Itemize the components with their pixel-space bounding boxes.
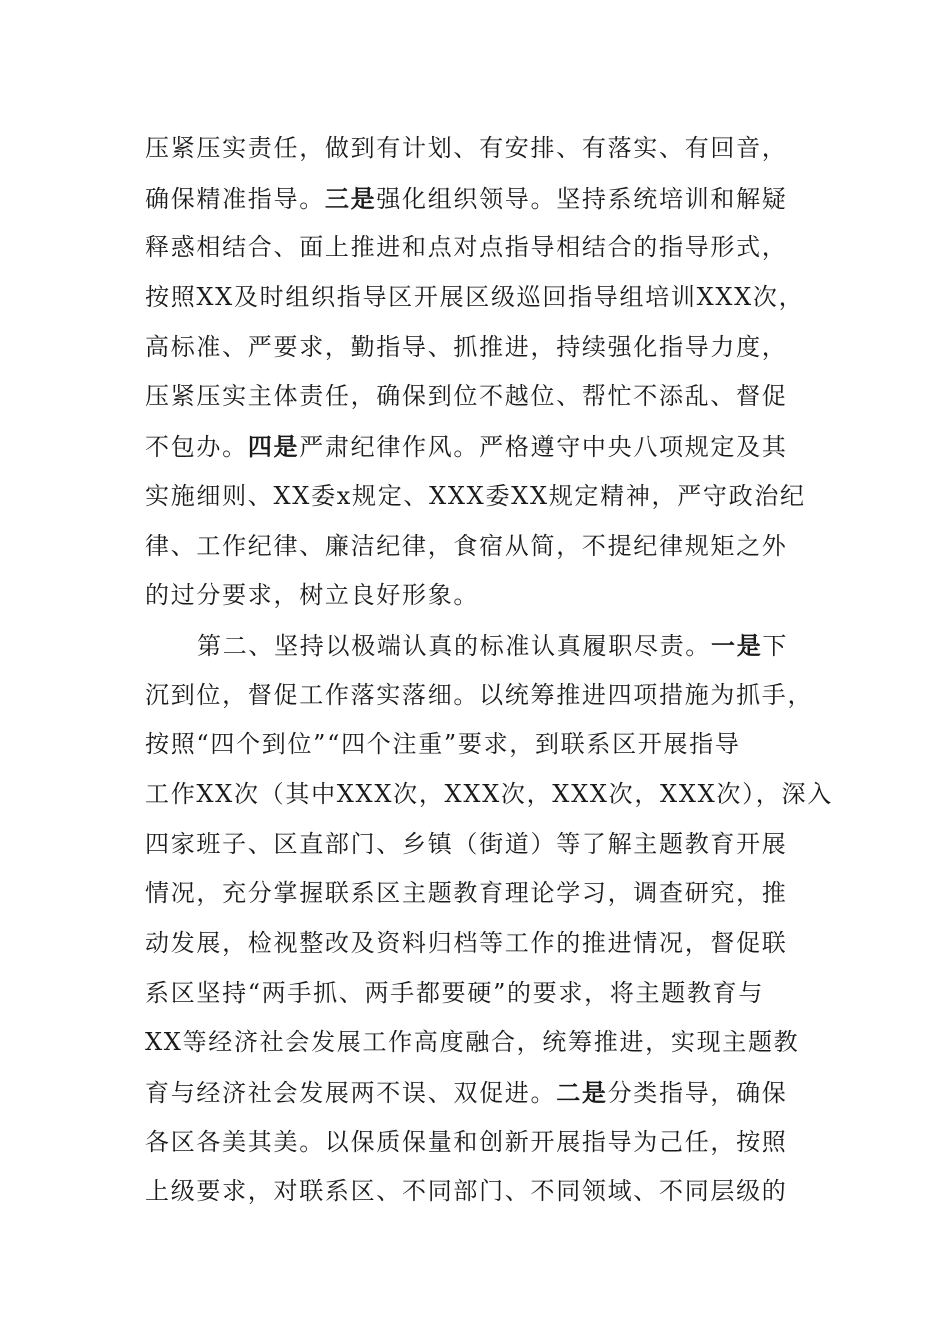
text-line [145,1118,805,1168]
text-segment: 高标准、严要求，勤指导、抓推进，持续强化指导力度， [145,332,788,361]
text-line [145,1068,805,1118]
text-line [145,323,805,373]
text-segment: 压紧压实主体责任，确保到位不越位、帮忙不添乱、督促 [145,382,788,411]
text-segment: 各区各美其美。以保质保量和创新开展指导为己任，按照 [145,1127,788,1156]
text-line [145,174,805,224]
document-body [145,124,833,1217]
text-line [145,720,805,770]
text-line [145,869,805,919]
text-line [145,1018,805,1068]
text-segment: 四家班子、区直部门、乡镇（街道）等了解主题教育开展 [145,829,788,858]
text-line [145,770,833,820]
text-segment: 系区坚持“两手抓、两手都要硬”的要求，将主题教育与 [145,978,765,1007]
text-line [145,671,814,721]
text-line [145,223,805,273]
text-segment: 按照XX及时组织指导区开展区级巡回指导组培训XXX次， [145,283,805,312]
text-segment: 严肃纪律作风。严格遵守中央八项规定及其 [299,433,788,462]
paragraph-first-line [145,621,805,671]
text-line [145,522,805,572]
text-segment: 沉到位，督促工作落实落细。以统筹推进四项措施为抓手， [145,680,814,709]
text-segment: 的过分要求，树立良好形象。 [145,581,480,610]
text-segment: 上级要求，对联系区、不同部门、不同领域、不同层级的 [145,1177,788,1206]
text-line [145,969,805,1019]
text-segment: 实施细则、XX委x规定、XXX委XX规定精神，严守政治纪 [145,481,806,510]
text-segment: 第二、坚持以极端认真的标准认真履职尽责。 [197,631,711,660]
text-segment: 工作XX次（其中XXX次，XXX次，XXX次，XXX次），深入 [145,779,833,808]
text-line [145,919,805,969]
bold-keyword: 四是 [247,432,300,462]
text-segment: 分类指导，确保 [607,1079,788,1108]
text-segment: 情况，充分掌握联系区主题教育理论学习，调查研究，推 [145,879,788,908]
text-segment: 释惑相结合、面上推进和点对点指导相结合的指导形式， [145,233,788,262]
bold-keyword: 三是 [324,183,377,213]
text-line [145,124,805,174]
bold-keyword: 二是 [556,1078,608,1108]
text-line [145,372,805,422]
text-line [145,820,805,870]
text-line [145,472,805,522]
text-line [145,422,805,472]
text-segment: 压紧压实责任，做到有计划、有安排、有落实、有回音， [145,134,788,162]
text-segment: XX等经济社会发展工作高度融合，统筹推进，实现主题教 [145,1028,800,1057]
text-segment: 不包办。 [145,433,248,462]
text-segment: 强化组织领导。坚持系统培训和解疑 [376,184,788,213]
bold-keyword: 一是 [711,630,763,660]
text-segment: 下 [762,631,789,660]
text-segment: 动发展，检视整改及资料归档等工作的推进情况，督促联 [145,929,788,957]
text-segment: 确保精准指导。 [145,184,325,213]
text-line [145,571,805,621]
text-line [145,1167,805,1217]
text-segment: 按照“四个到位”“四个注重”要求，到联系区开展指导 [145,730,741,759]
text-segment: 育与经济社会发展两不误、双促进。 [145,1079,557,1108]
text-line [145,273,805,323]
text-segment: 律、工作纪律、廉洁纪律，食宿从简，不提纪律规矩之外 [145,531,788,560]
